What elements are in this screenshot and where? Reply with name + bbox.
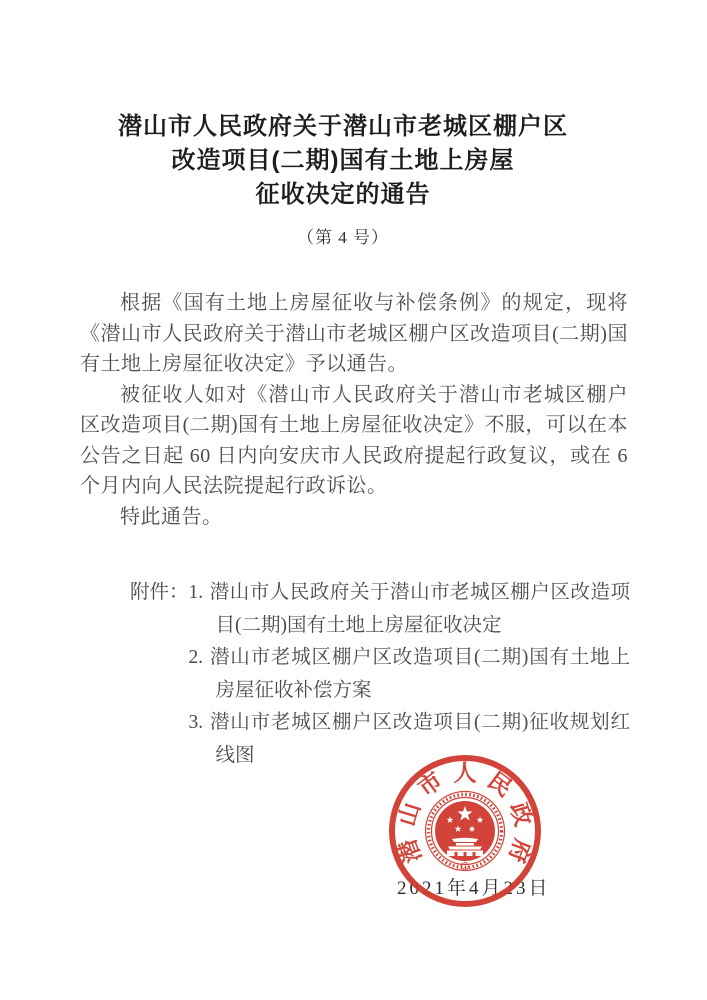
- title-line-1: 潜山市人民政府关于潜山市老城区棚户区: [118, 113, 568, 140]
- document-number: （第 4 号）: [297, 228, 389, 247]
- title-line-2: 改造项目(二期)国有土地上房屋: [171, 147, 515, 174]
- attachment-text: 潜山市老城区棚户区改造项目(二期)国有土地上房屋征收补偿方案: [209, 647, 630, 701]
- attachment-item-2: [189, 642, 630, 707]
- attachments-label: 附件：: [130, 582, 189, 603]
- attachments-list: [189, 577, 630, 772]
- attachment-number: 1.: [188, 582, 204, 603]
- seal-char: 民: [482, 767, 517, 802]
- seal-char: 人: [453, 760, 477, 786]
- seal-char: 政: [505, 799, 536, 829]
- seal-char: 潜: [394, 835, 427, 866]
- attachment-text: 潜山市人民政府关于潜山市老城区棚户区改造项目(二期)国有土地上房屋征收决定: [209, 582, 630, 636]
- seal-char: 山: [394, 799, 425, 829]
- attachment-number: 3.: [188, 712, 204, 733]
- document-title: [0, 110, 686, 212]
- seal-char: 府: [503, 835, 536, 866]
- paragraph-1: 根据《国有土地上房屋征收与补偿条例》的规定，现将《潜山市人民政府关于潜山市老城区棚户区改造项目(二期)国有土地上房屋征收决定》予以通告。: [80, 292, 628, 375]
- seal-char: 市: [413, 767, 448, 802]
- attachment-item-1: [189, 577, 630, 642]
- paragraph-3: 特此通告。: [120, 505, 223, 528]
- national-emblem-icon: [426, 792, 505, 871]
- document-body: [80, 288, 628, 532]
- seal-text: [394, 761, 536, 867]
- attachment-number: 2.: [188, 647, 204, 668]
- issue-date: 2021年4月23日: [397, 878, 551, 899]
- attachment-item-3: [189, 707, 630, 772]
- attachments-section: [130, 577, 630, 772]
- title-line-3: 征收决定的通告: [255, 181, 431, 208]
- attachment-text: 潜山市老城区棚户区改造项目(二期)征收规划红线图: [209, 712, 630, 766]
- tiananmen-icon: [447, 838, 483, 856]
- paragraph-2: 被征收人如对《潜山市人民政府关于潜山市老城区棚户区改造项目(二期)国有土地上房屋征收决定》不服，可以在本公告之日起 60 日内向安庆市人民政府提起行政复议，或在 6 个月内向人民法院提起行政诉讼。: [80, 383, 628, 497]
